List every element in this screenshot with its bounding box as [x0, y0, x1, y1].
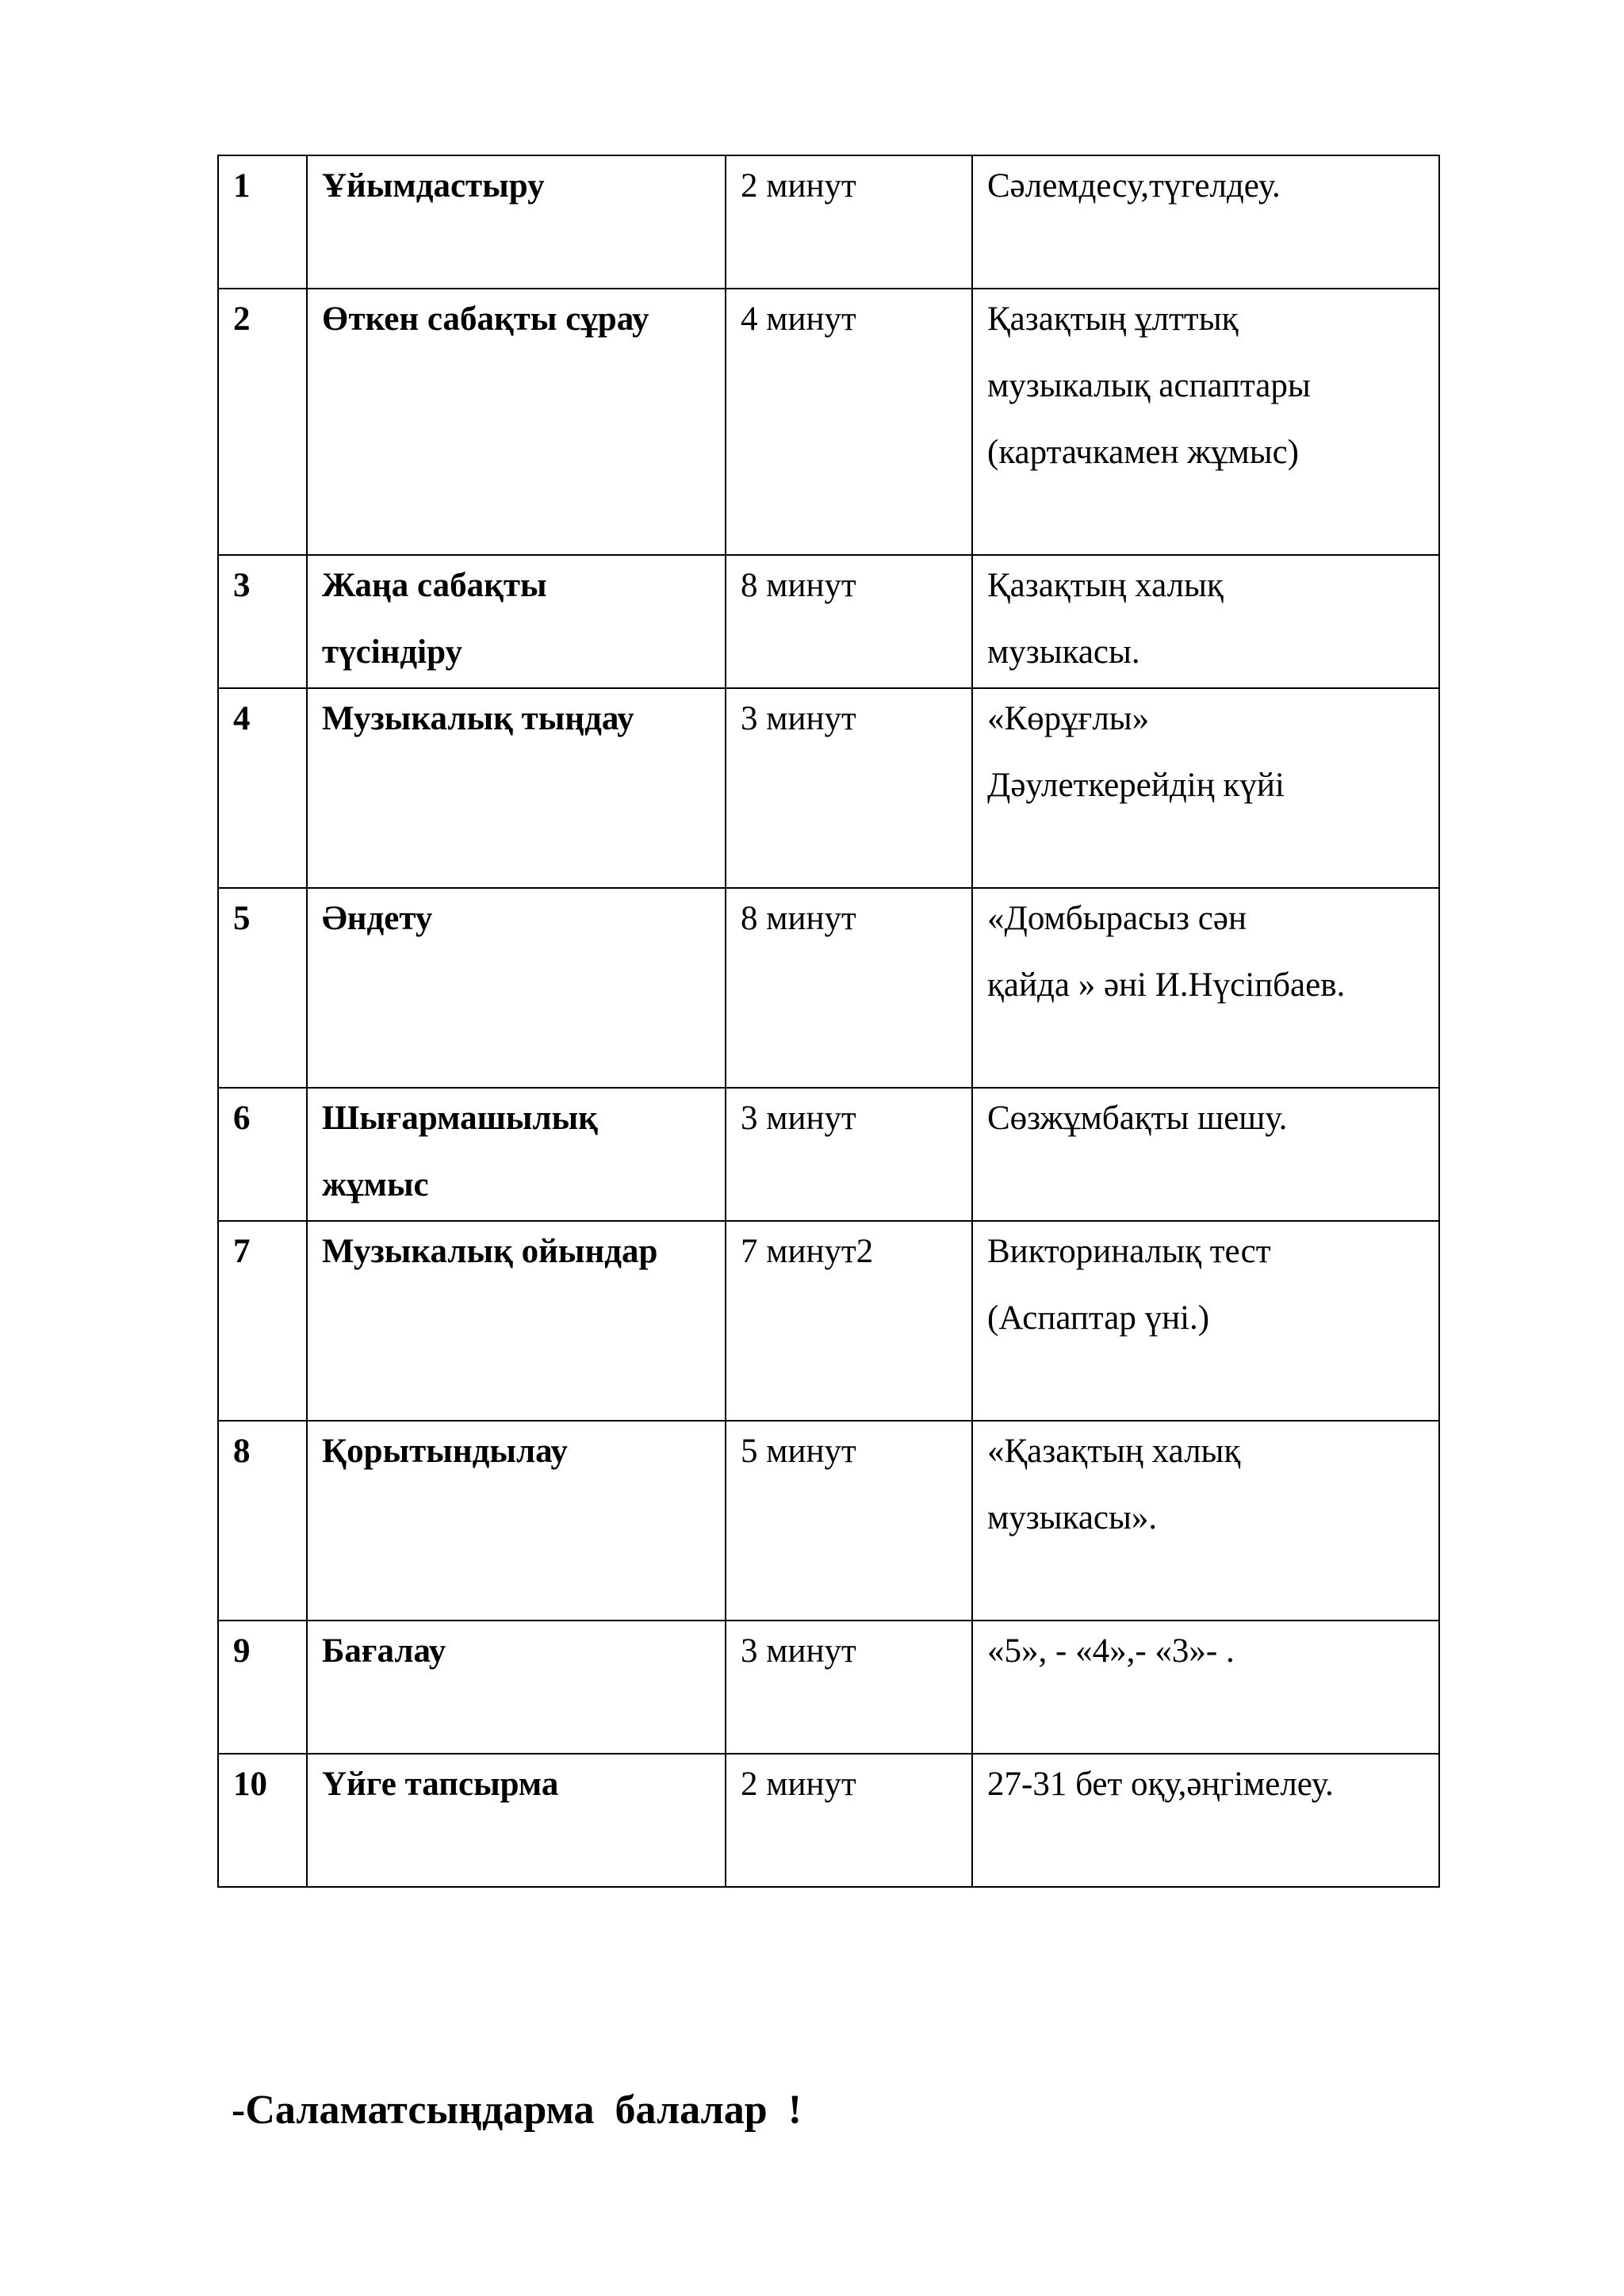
duration-cell-text: 3 минут	[741, 700, 856, 737]
content-cell	[972, 888, 1439, 1088]
duration-cell-text: 4 минут	[741, 300, 856, 338]
row-number-cell-text: 8	[233, 1433, 251, 1470]
duration-cell	[726, 555, 972, 688]
stage-name-cell-text: Музыкалық тыңдау	[322, 700, 634, 737]
duration-cell-text: 3 минут	[741, 1100, 856, 1137]
content-cell-text: Сөзжұмбақты шешу.	[987, 1100, 1288, 1137]
row-number-cell-text: 9	[233, 1632, 251, 1670]
content-cell-text: «Қазақтың халық музыкасы».	[987, 1433, 1241, 1536]
row-number-cell	[218, 1221, 307, 1421]
duration-cell	[726, 1621, 972, 1754]
duration-cell-text: 5 минут	[741, 1433, 856, 1470]
row-number-cell-text: 4	[233, 700, 251, 737]
stage-name-cell-text: Қорытындылау	[322, 1433, 568, 1470]
stage-name-cell	[307, 1754, 726, 1887]
stage-name-cell-text: Үйге тапсырма	[322, 1766, 559, 1803]
content-cell-text: Қазақтың ұлттық музыкалық аспаптары (картачкамен жұмыс)	[987, 300, 1311, 471]
stage-name-cell	[307, 688, 726, 888]
duration-cell	[726, 1221, 972, 1421]
row-number-cell	[218, 888, 307, 1088]
content-cell-text: «5», - «4»,- «3»- .	[987, 1632, 1235, 1670]
row-number-cell	[218, 1754, 307, 1887]
duration-cell-text: 7 минут2	[741, 1233, 874, 1270]
duration-cell-text: 8 минут	[741, 567, 856, 604]
stage-name-cell-text: Өткен сабақты сұрау	[322, 300, 649, 338]
row-number-cell-text: 5	[233, 900, 251, 937]
row-number-cell-text: 6	[233, 1100, 251, 1137]
duration-cell	[726, 888, 972, 1088]
table-row	[218, 155, 1439, 289]
table-row	[218, 1221, 1439, 1421]
row-number-cell-text: 1	[233, 167, 251, 205]
table-row	[218, 1621, 1439, 1754]
stage-name-cell-text: Жаңа сабақты түсіндіру	[322, 567, 547, 671]
duration-cell	[726, 688, 972, 888]
content-cell	[972, 555, 1439, 688]
farewell-text: -Саламатсыңдарма балалар !	[232, 2087, 802, 2133]
stage-name-cell	[307, 289, 726, 555]
stage-name-cell	[307, 1621, 726, 1754]
content-cell	[972, 289, 1439, 555]
content-cell	[972, 688, 1439, 888]
content-cell	[972, 1221, 1439, 1421]
stage-name-cell-text: Әндету	[322, 900, 433, 937]
content-cell-text: «Көрұғлы» Дәулеткерейдің күйі	[987, 700, 1285, 804]
content-cell	[972, 155, 1439, 289]
content-cell	[972, 1421, 1439, 1621]
duration-cell-text: 8 минут	[741, 900, 856, 937]
content-cell	[972, 1621, 1439, 1754]
duration-cell-text: 3 минут	[741, 1632, 856, 1670]
table-row	[218, 555, 1439, 688]
content-cell-text: Викториналық тест (Аспаптар үні.)	[987, 1233, 1271, 1337]
table-row	[218, 688, 1439, 888]
stage-name-cell-text: Ұйымдастыру	[322, 167, 545, 205]
duration-cell-text: 2 минут	[741, 167, 856, 205]
duration-cell	[726, 289, 972, 555]
content-cell-text: «Домбырасыз сән қайда » әні И.Нүсіпбаев.	[987, 900, 1346, 1004]
row-number-cell	[218, 1088, 307, 1221]
stage-name-cell-text: Музыкалық ойындар	[322, 1233, 658, 1270]
row-number-cell	[218, 1621, 307, 1754]
table-row	[218, 1421, 1439, 1621]
row-number-cell-text: 7	[233, 1233, 251, 1270]
row-number-cell	[218, 1421, 307, 1621]
content-cell-text: Сәлемдесу,түгелдеу.	[987, 167, 1281, 205]
stage-name-cell-text: Шығармашылық жұмыс	[322, 1100, 598, 1203]
lesson-plan-table-body	[218, 155, 1439, 1887]
duration-cell	[726, 1421, 972, 1621]
stage-name-cell	[307, 155, 726, 289]
duration-cell	[726, 155, 972, 289]
row-number-cell	[218, 155, 307, 289]
row-number-cell	[218, 289, 307, 555]
row-number-cell-text: 2	[233, 300, 251, 338]
table-row	[218, 289, 1439, 555]
row-number-cell	[218, 688, 307, 888]
stage-name-cell	[307, 1088, 726, 1221]
stage-name-cell	[307, 888, 726, 1088]
row-number-cell-text: 10	[233, 1766, 267, 1803]
stage-name-cell-text: Бағалау	[322, 1632, 446, 1670]
table-row	[218, 888, 1439, 1088]
stage-name-cell	[307, 1221, 726, 1421]
stage-name-cell	[307, 1421, 726, 1621]
duration-cell	[726, 1754, 972, 1887]
stage-name-cell	[307, 555, 726, 688]
content-cell	[972, 1754, 1439, 1887]
content-cell-text: 27-31 бет оқу,әңгімелеу.	[987, 1766, 1334, 1803]
content-cell-text: Қазақтың халық музыкасы.	[987, 567, 1224, 671]
duration-cell-text: 2 минут	[741, 1766, 856, 1803]
duration-cell	[726, 1088, 972, 1221]
table-row	[218, 1754, 1439, 1887]
row-number-cell	[218, 555, 307, 688]
row-number-cell-text: 3	[233, 567, 251, 604]
lesson-plan-table	[217, 155, 1440, 1888]
content-cell	[972, 1088, 1439, 1221]
table-row	[218, 1088, 1439, 1221]
